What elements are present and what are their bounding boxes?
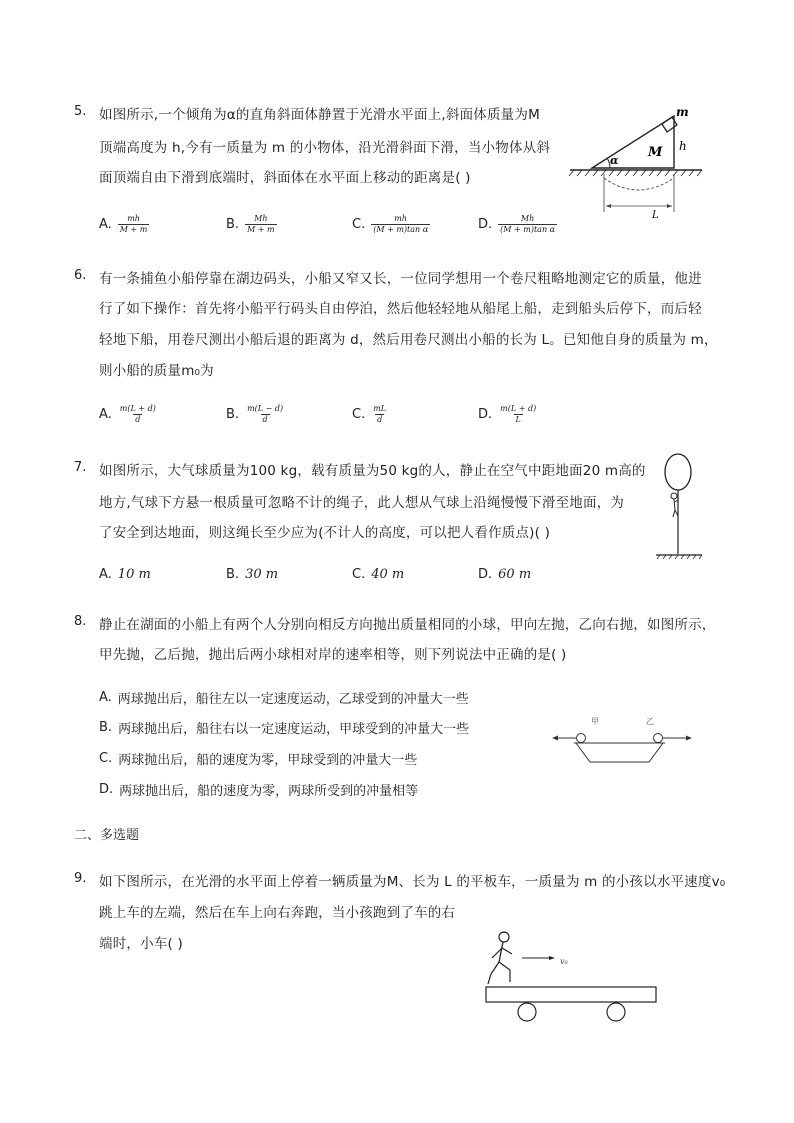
q5-line-3: 面顶端自由下滑到底端时，斜面体在水平面上移动的距离是( ) [99,170,471,186]
q9-cart-figure [480,926,662,1028]
fraction: $\frac{Mh}{\text{(M + m)tan α}}$ [500,214,556,234]
fraction: $\frac{m(L + d)}{d}$ [119,404,156,424]
q6-line-2: 行了如下操作：首先将小船平行码头自由停泊，然后他轻轻地从船尾上船，走到船头后停下，而后轻 [99,301,702,317]
q7-number: 7. [74,460,87,475]
q6-line-4: 则小船的质量m₀为 [99,363,214,379]
q7-line-2: 地方,气球下方悬一根质量可忽略不计的绳子，此人想从气球上沿绳慢慢下滑至地面，为 [99,495,625,511]
q9-number: 9. [74,871,87,886]
q5-option-a[interactable]: A. $\frac{mh}{M + m}$ [99,214,148,234]
label-jia: 甲 [591,717,599,726]
q7-balloon-figure [648,450,708,568]
label-M: M [648,145,663,160]
fraction: $\frac{m(L + d)}{L}$ [500,404,537,424]
label-v0: v₀ [560,957,568,966]
label-yi: 乙 [646,717,654,726]
q8-number: 8. [74,614,87,629]
q6-line-3: 轻地下船，用卷尺测出小船后退的距离为 d，然后用卷尺测出小船的长为 L。已知他自身的质量为 m， [99,332,718,348]
q7-option-a[interactable]: A. 10 m [99,567,151,582]
q6-option-b[interactable]: B. $\frac{m(L - d)}{d}$ [226,404,284,424]
section-title-multiple-choice: 二、多选题 [74,828,140,843]
q5-line-2: 顶端高度为 h,今有一质量为 m 的小物体，沿光滑斜面下滑，当小物体从斜 [99,140,551,156]
label-h: h [679,139,687,153]
fraction: $\frac{Mh}{M + m}$ [247,214,275,234]
fraction: $\frac{mh}{M + m}$ [119,214,148,234]
q5-option-d[interactable]: D. $\frac{Mh}{\text{(M + m)tan α}}$ [478,214,556,234]
q9-line-3: 端时，小车( ) [99,936,183,952]
label-L: L [652,210,659,221]
q6-option-c[interactable]: C. $\frac{mL}{d}$ [352,404,387,424]
fraction: $\frac{m(L - d)}{d}$ [247,404,284,424]
q5-number: 5. [74,104,87,119]
q8-option-c[interactable]: C. 两球抛出后，船的速度为零，甲球受到的冲量大一些 [99,751,418,768]
q6-number: 6. [74,268,87,283]
q6-option-a[interactable]: A. $\frac{m(L + d)}{d}$ [99,404,156,424]
q5-incline-figure [566,100,706,225]
q5-line-1: 如图所示,一个倾角为α的直角斜面体静置于光滑水平面上,斜面体质量为M [99,107,540,123]
fraction: $\frac{mL}{d}$ [373,404,387,424]
q8-boat-figure [548,712,698,774]
q7-option-d[interactable]: D. 60 m [478,567,532,582]
q5-option-c[interactable]: C. $\frac{mh}{\text{(M + m)tan α}}$ [352,214,429,234]
q9-line-2: 跳上车的左端，然后在车上向右奔跑，当小孩跑到了车的右 [99,905,456,921]
q5-option-b[interactable]: B. $\frac{Mh}{M + m}$ [226,214,275,234]
q8-option-d[interactable]: D. 两球抛出后，船的速度为零，两球所受到的冲量相等 [99,782,419,799]
label-m: m [676,105,689,119]
q7-line-3: 了安全到达地面，则这绳长至少应为(不计人的高度，可以把人看作质点)( ) [99,525,551,541]
q7-option-c[interactable]: C. 40 m [352,567,405,582]
q8-line-1: 静止在湖面的小船上有两个人分别向相反方向抛出质量相同的小球，甲向左抛，乙向右抛，如图所示， [99,617,716,633]
q7-option-b[interactable]: B. 30 m [226,567,279,582]
fraction: $\frac{mh}{\text{(M + m)tan α}}$ [373,214,429,234]
q8-line-2: 甲先抛，乙后抛，抛出后两小球相对岸的速率相等，则下列说法中正确的是( ) [99,647,567,663]
q6-option-d[interactable]: D. $\frac{m(L + d)}{L}$ [478,404,537,424]
q6-line-1: 有一条捕鱼小船停靠在湖边码头，小船又窄又长，一位同学想用一个卷尺粗略地测定它的质量，他进 [99,271,702,287]
q9-line-1: 如下图所示，在光滑的水平面上停着一辆质量为M、长为 L 的平板车，一质量为 m 的小孩以水平速度v₀ [99,874,726,890]
q8-option-a[interactable]: A. 两球抛出后，船往左以一定速度运动，乙球受到的冲量大一些 [99,690,469,707]
q8-option-b[interactable]: B. 两球抛出后，船往右以一定速度运动，甲球受到的冲量大一些 [99,720,470,737]
label-alpha: α [610,154,619,167]
q7-line-1: 如图所示，大气球质量为100 kg，载有质量为50 kg的人，静止在空气中距地面20 m高的 [99,463,646,479]
